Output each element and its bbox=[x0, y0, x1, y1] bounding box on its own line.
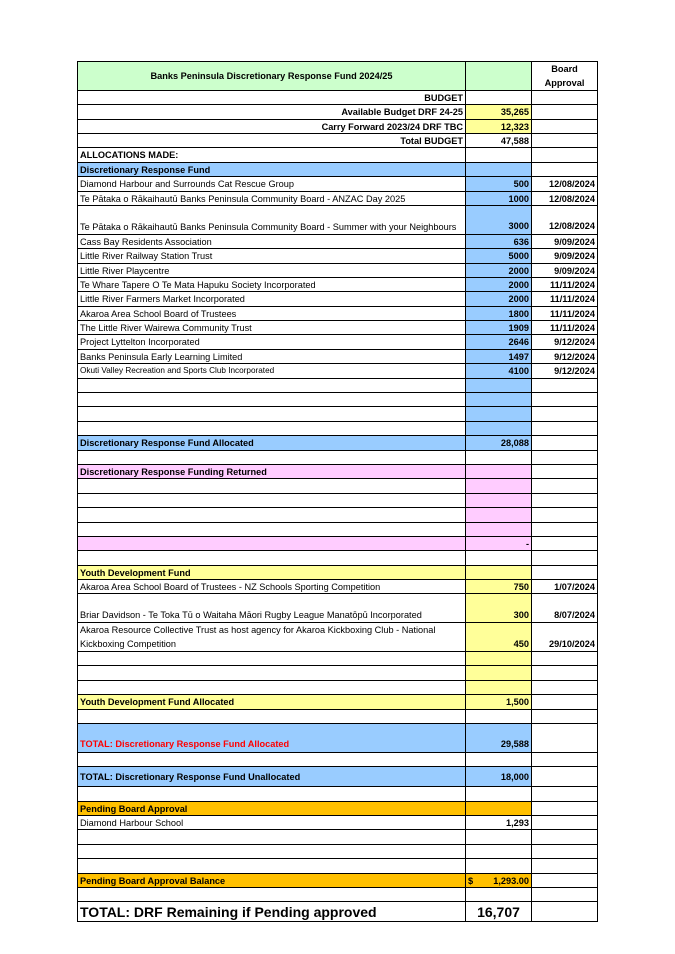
header-board-approval: Board Approval bbox=[532, 62, 598, 91]
drf-item-amount: 1000 bbox=[466, 192, 532, 206]
drf-item-amount: 1497 bbox=[466, 350, 532, 364]
drf-allocated-value: 28,088 bbox=[466, 436, 532, 450]
drf-item-date: 12/08/2024 bbox=[532, 206, 598, 235]
empty-row bbox=[77, 753, 598, 767]
empty-row bbox=[77, 379, 598, 393]
table-row bbox=[77, 292, 598, 306]
title-row bbox=[77, 61, 598, 91]
drf-allocated-label: Discretionary Response Fund Allocated bbox=[77, 436, 466, 450]
pending-item-amount: 1,293 bbox=[466, 816, 532, 830]
remaining-label: TOTAL: DRF Remaining if Pending approved bbox=[77, 902, 466, 922]
youth-heading: Youth Development Fund bbox=[77, 566, 466, 580]
drf-item-name: Diamond Harbour and Surrounds Cat Rescue Group bbox=[77, 177, 466, 191]
total-unallocated-value: 18,000 bbox=[466, 767, 532, 787]
returned-total-row bbox=[77, 537, 598, 551]
table-row bbox=[77, 249, 598, 263]
drf-item-name: Te Pātaka o Rākaihautū Banks Peninsula Community Board - Summer with your Neighbours bbox=[77, 206, 466, 235]
drf-item-date: 9/09/2024 bbox=[532, 249, 598, 263]
drf-item-date: 9/09/2024 bbox=[532, 235, 598, 249]
drf-item-name: Cass Bay Residents Association bbox=[77, 235, 466, 249]
drf-item-date: 12/08/2024 bbox=[532, 177, 598, 191]
returned-total-value: - bbox=[466, 537, 532, 551]
drf-item-date: 11/11/2024 bbox=[532, 278, 598, 292]
drf-item-name: Te Whare Tapere O Te Mata Hapuku Society Incorporated bbox=[77, 278, 466, 292]
remaining-value: 16,707 bbox=[466, 902, 532, 922]
youth-heading-row bbox=[77, 566, 598, 580]
total-unallocated-row bbox=[77, 767, 598, 787]
table-row bbox=[77, 206, 598, 235]
pending-balance-currency: $ bbox=[468, 875, 474, 886]
remaining-row bbox=[77, 902, 598, 922]
youth-item-name: Akaroa Resource Collective Trust as host agency for Akaroa Kickboxing Club - National Kickboxing Competition bbox=[77, 623, 466, 652]
empty-row bbox=[77, 859, 598, 873]
drf-item-date: 11/11/2024 bbox=[532, 292, 598, 306]
empty-row bbox=[77, 666, 598, 680]
table-row bbox=[77, 816, 598, 830]
drf-heading-row bbox=[77, 163, 598, 177]
carry-forward-row bbox=[77, 120, 598, 134]
drf-item-amount: 1909 bbox=[466, 321, 532, 335]
empty-row bbox=[77, 652, 598, 666]
drf-item-date: 11/11/2024 bbox=[532, 321, 598, 335]
fund-table bbox=[77, 61, 598, 922]
empty-row bbox=[77, 422, 598, 436]
drf-item-name: Little River Farmers Market Incorporated bbox=[77, 292, 466, 306]
drf-item-date: 9/12/2024 bbox=[532, 335, 598, 349]
pending-heading: Pending Board Approval bbox=[77, 802, 466, 816]
drf-item-amount: 3000 bbox=[466, 206, 532, 235]
table-row bbox=[77, 235, 598, 249]
drf-item-amount: 2000 bbox=[466, 278, 532, 292]
total-budget-value: 47,588 bbox=[466, 134, 532, 148]
pending-balance-cell bbox=[466, 874, 532, 888]
youth-item-amount: 750 bbox=[466, 580, 532, 594]
table-row bbox=[77, 307, 598, 321]
allocations-made-row bbox=[77, 148, 598, 162]
drf-item-date: 11/11/2024 bbox=[532, 307, 598, 321]
pending-balance-row bbox=[77, 874, 598, 888]
drf-item-name: Little River Railway Station Trust bbox=[77, 249, 466, 263]
table-title: Banks Peninsula Discretionary Response Fund 2024/25 bbox=[77, 62, 466, 91]
empty-row bbox=[77, 830, 598, 844]
drf-item-amount: 4100 bbox=[466, 364, 532, 378]
header-amount-cell bbox=[466, 62, 532, 91]
drf-item-name: Project Lyttelton Incorporated bbox=[77, 335, 466, 349]
drf-item-name: Banks Peninsula Early Learning Limited bbox=[77, 350, 466, 364]
drf-item-amount: 1800 bbox=[466, 307, 532, 321]
table-row bbox=[77, 364, 598, 378]
returned-heading-row bbox=[77, 465, 598, 479]
drf-heading: Discretionary Response Fund bbox=[77, 163, 466, 177]
budget-label: BUDGET bbox=[77, 91, 466, 105]
empty-row bbox=[77, 508, 598, 522]
empty-row bbox=[77, 710, 598, 724]
empty-row bbox=[77, 479, 598, 493]
table-row bbox=[77, 321, 598, 335]
total-allocated-row bbox=[77, 724, 598, 753]
drf-item-date: 9/09/2024 bbox=[532, 264, 598, 278]
drf-item-amount: 636 bbox=[466, 235, 532, 249]
total-budget-label: Total BUDGET bbox=[77, 134, 466, 148]
empty-row bbox=[77, 681, 598, 695]
table-row bbox=[77, 192, 598, 206]
table-row bbox=[77, 278, 598, 292]
youth-item-date: 8/07/2024 bbox=[532, 594, 598, 623]
youth-item-name: Akaroa Area School Board of Trustees - NZ Schools Sporting Competition bbox=[77, 580, 466, 594]
empty-row bbox=[77, 551, 598, 565]
youth-item-date: 1/07/2024 bbox=[532, 580, 598, 594]
total-unallocated-label: TOTAL: Discretionary Response Fund Unallocated bbox=[77, 767, 466, 787]
youth-item-amount: 450 bbox=[466, 623, 532, 652]
carry-forward-value: 12,323 bbox=[466, 120, 532, 134]
empty-row bbox=[77, 523, 598, 537]
total-allocated-label: TOTAL: Discretionary Response Fund Allocated bbox=[77, 724, 466, 753]
youth-allocated-value: 1,500 bbox=[466, 695, 532, 709]
drf-item-amount: 2000 bbox=[466, 292, 532, 306]
youth-item-name: Briar Davidson - Te Toka Tū o Waitaha Māori Rugby League Manatōpū Incorporated bbox=[77, 594, 466, 623]
youth-allocated-row bbox=[77, 695, 598, 709]
empty-row bbox=[77, 787, 598, 801]
drf-item-date: 12/08/2024 bbox=[532, 192, 598, 206]
youth-allocated-label: Youth Development Fund Allocated bbox=[77, 695, 466, 709]
drf-item-date: 9/12/2024 bbox=[532, 364, 598, 378]
empty-row bbox=[77, 407, 598, 421]
drf-item-name: Te Pātaka o Rākaihautū Banks Peninsula Community Board - ANZAC Day 2025 bbox=[77, 192, 466, 206]
table-row bbox=[77, 177, 598, 191]
drf-item-amount: 2646 bbox=[466, 335, 532, 349]
pending-balance-label: Pending Board Approval Balance bbox=[77, 874, 466, 888]
drf-item-name: Akaroa Area School Board of Trustees bbox=[77, 307, 466, 321]
table-row bbox=[77, 580, 598, 594]
youth-item-date: 29/10/2024 bbox=[532, 623, 598, 652]
carry-forward-label: Carry Forward 2023/24 DRF TBC bbox=[77, 120, 466, 134]
drf-item-name: Okuti Valley Recreation and Sports Club Incorporated bbox=[77, 364, 466, 378]
table-row bbox=[77, 350, 598, 364]
table-row bbox=[77, 594, 598, 623]
allocations-made-label: ALLOCATIONS MADE: bbox=[77, 148, 466, 162]
drf-item-amount: 500 bbox=[466, 177, 532, 191]
budget-row bbox=[77, 91, 598, 105]
table-row bbox=[77, 335, 598, 349]
drf-item-amount: 2000 bbox=[466, 264, 532, 278]
empty-row bbox=[77, 451, 598, 465]
empty-row bbox=[77, 494, 598, 508]
drf-item-amount: 5000 bbox=[466, 249, 532, 263]
total-budget-row bbox=[77, 134, 598, 148]
available-budget-row bbox=[77, 105, 598, 119]
table-row bbox=[77, 264, 598, 278]
drf-allocated-row bbox=[77, 436, 598, 450]
empty-row bbox=[77, 845, 598, 859]
pending-heading-row bbox=[77, 802, 598, 816]
pending-balance-value: 1,293.00 bbox=[493, 875, 529, 886]
empty-row bbox=[77, 888, 598, 902]
available-budget-value: 35,265 bbox=[466, 105, 532, 119]
available-budget-label: Available Budget DRF 24-25 bbox=[77, 105, 466, 119]
youth-item-amount: 300 bbox=[466, 594, 532, 623]
empty-row bbox=[77, 393, 598, 407]
pending-item-name: Diamond Harbour School bbox=[77, 816, 466, 830]
table-row bbox=[77, 623, 598, 652]
drf-item-date: 9/12/2024 bbox=[532, 350, 598, 364]
drf-item-name: Little River Playcentre bbox=[77, 264, 466, 278]
drf-item-name: The Little River Wairewa Community Trust bbox=[77, 321, 466, 335]
returned-heading: Discretionary Response Funding Returned bbox=[77, 465, 466, 479]
total-allocated-value: 29,588 bbox=[466, 724, 532, 753]
